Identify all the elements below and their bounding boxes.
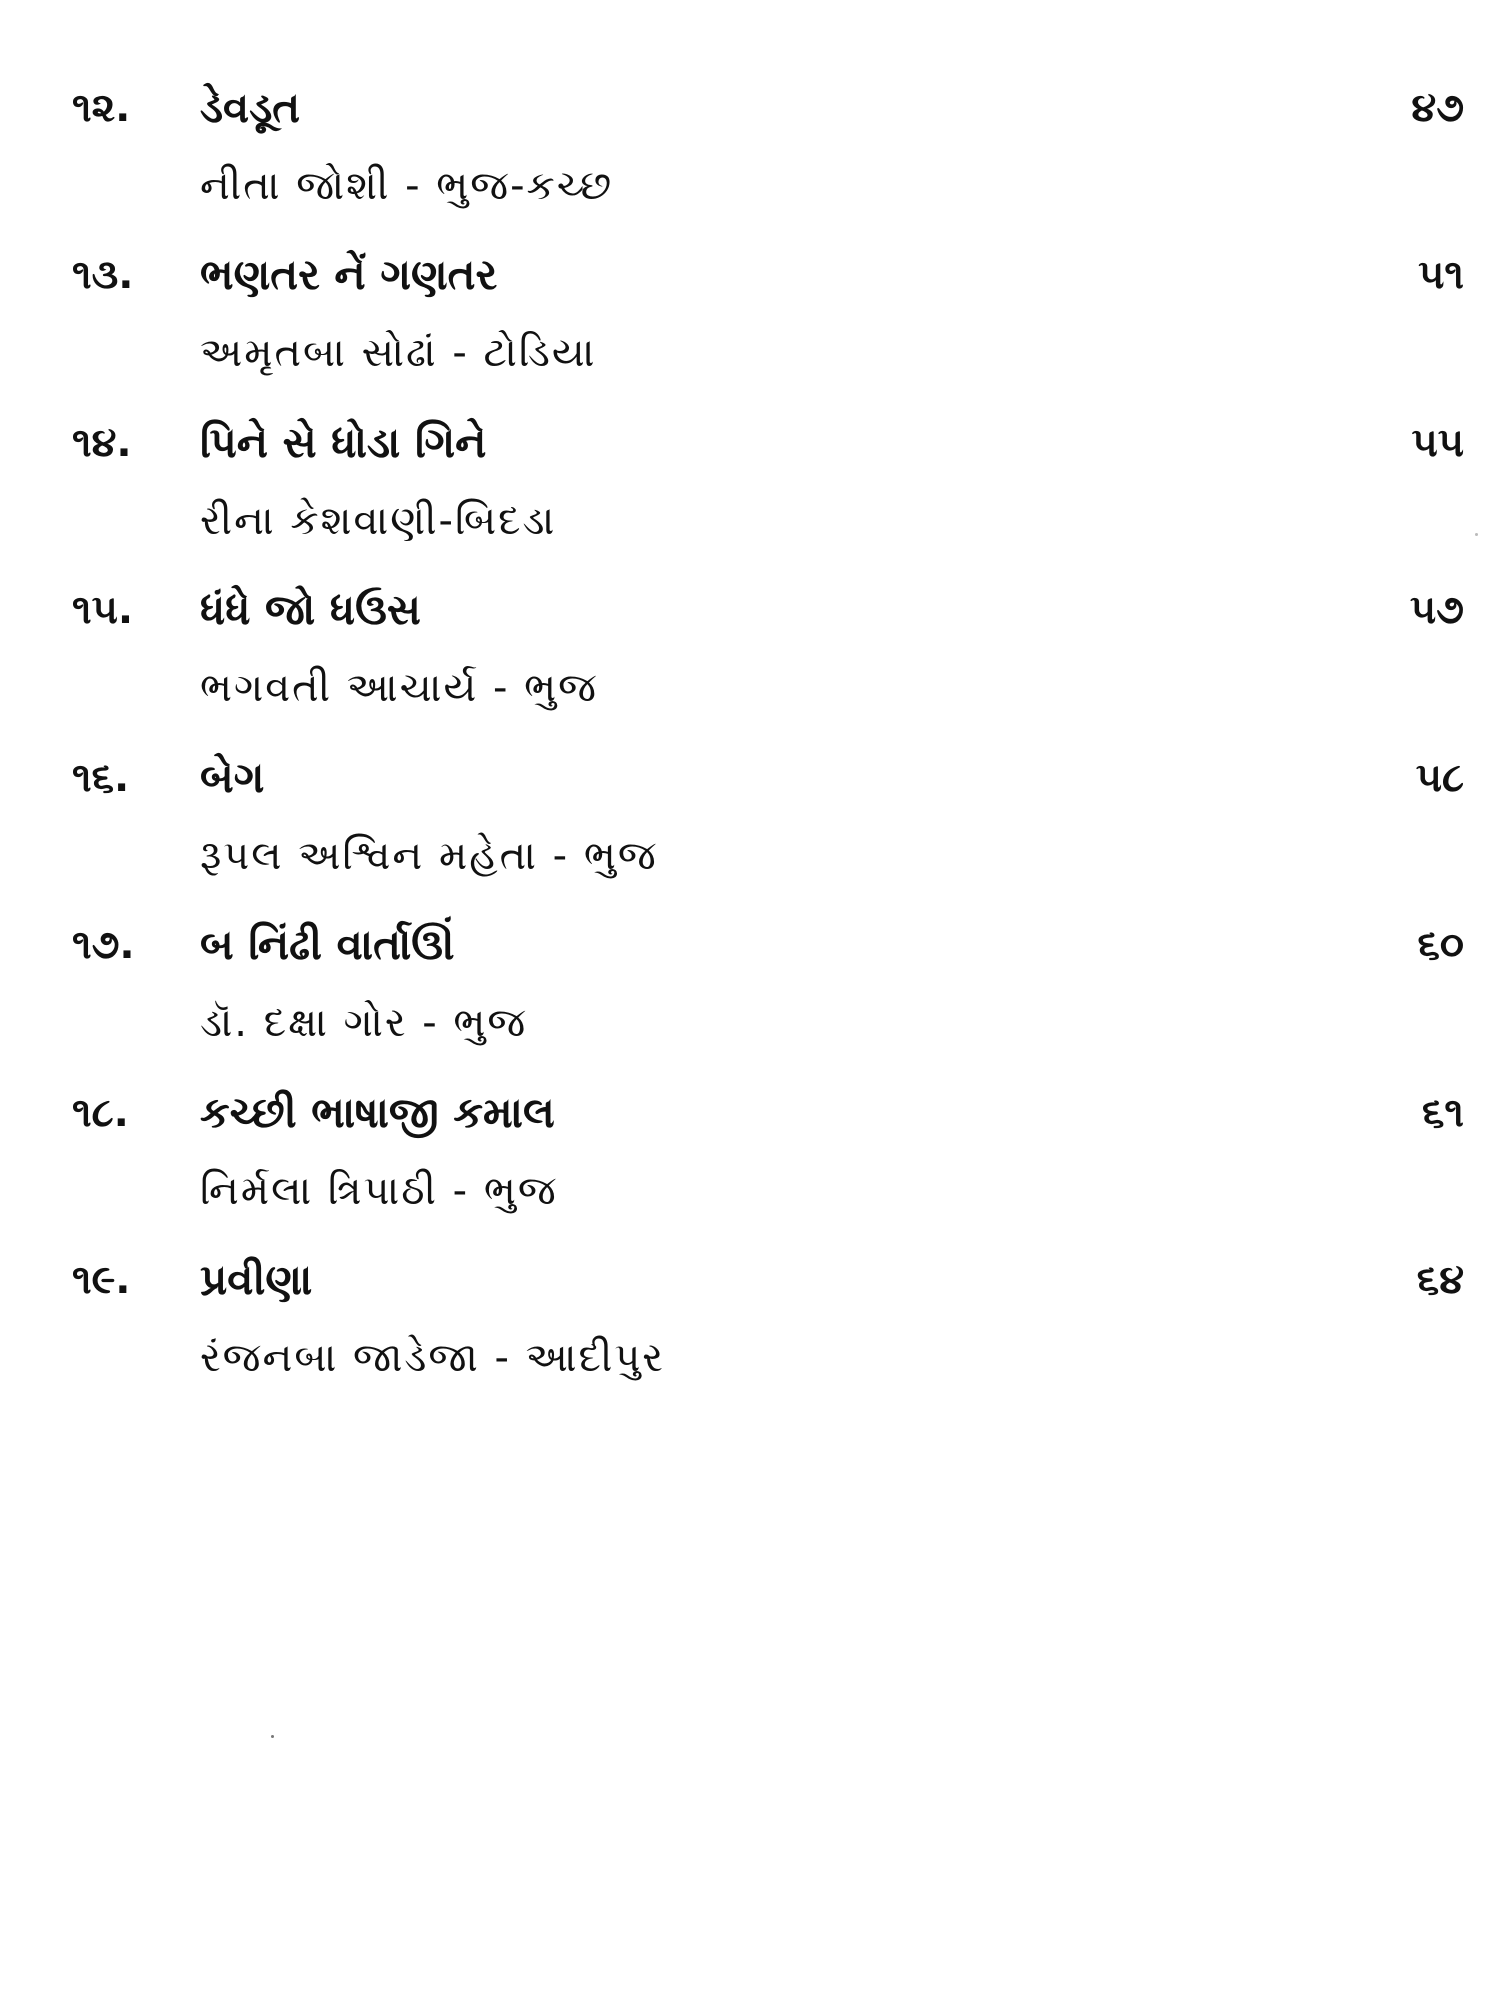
entry-title: ધંધે જો ધઉસ	[200, 585, 421, 634]
entry-number: ૧૯.	[72, 1257, 131, 1303]
entry-page-number: ૫૭	[1409, 587, 1464, 633]
entry-author: અમૃતબા સોઢાં - ટોડિયા	[200, 330, 597, 376]
entry-title: ભણતર નેં ગણતર	[200, 250, 498, 299]
entry-page-number: ૬૪	[1416, 1257, 1464, 1303]
entry-number: ૧૮.	[72, 1090, 129, 1136]
entry-page-number: ૪૭	[1411, 85, 1464, 131]
entry-author: રંજનબા જાડેજા - આદીપુર	[200, 1335, 665, 1381]
entry-title: બ નિંઢી વાર્તાઊં	[200, 920, 455, 969]
entry-page-number: ૫૧	[1418, 252, 1464, 298]
entry-page-number: ૬૧	[1422, 1090, 1464, 1136]
toc-entry	[0, 1250, 1500, 1410]
entry-number: ૧૭.	[72, 922, 135, 968]
entry-author: નીતા જોશી - ભુજ-કચ્છ	[200, 163, 614, 209]
entry-number: ૧૬.	[72, 755, 130, 801]
entry-page-number: ૬૦	[1417, 922, 1464, 968]
entry-title: બેગ	[200, 753, 265, 802]
scan-speck	[271, 1735, 274, 1738]
toc-entry	[0, 915, 1500, 1075]
entry-number: ૧૫.	[72, 587, 134, 633]
entry-title: પિને સે ધોડા ગિને	[200, 418, 487, 467]
toc-entry	[0, 580, 1500, 740]
entry-number: ૧૨.	[72, 85, 131, 131]
entry-title: પ્રવીણા	[200, 1255, 313, 1304]
entry-author: રૂપલ અશ્વિન મહેતા - ભુજ	[200, 833, 658, 879]
toc-entry	[0, 748, 1500, 908]
entry-number: ૧૪.	[72, 420, 132, 466]
toc-entry	[0, 1083, 1500, 1243]
toc-entry	[0, 245, 1500, 405]
entry-author: ભગવતી આચાર્ય - ભુજ	[200, 665, 598, 711]
entry-title: કચ્છી ભાષાજી કમાલ	[200, 1088, 555, 1137]
scan-speck	[1475, 533, 1478, 536]
entry-author: નિર્મલા ત્રિપાઠી - ભુજ	[200, 1168, 558, 1214]
entry-title: ડેવડૂત	[200, 83, 301, 132]
entry-author: ડૉ. દક્ષા ગોર - ભુજ	[200, 1000, 528, 1046]
entry-page-number: ૫૮	[1415, 755, 1464, 801]
toc-entry	[0, 78, 1500, 238]
entry-page-number: ૫૫	[1411, 420, 1464, 466]
toc-entry	[0, 413, 1500, 573]
entry-author: રીના કેશવાણી-બિદડા	[200, 498, 557, 544]
entry-number: ૧૩.	[72, 252, 134, 298]
